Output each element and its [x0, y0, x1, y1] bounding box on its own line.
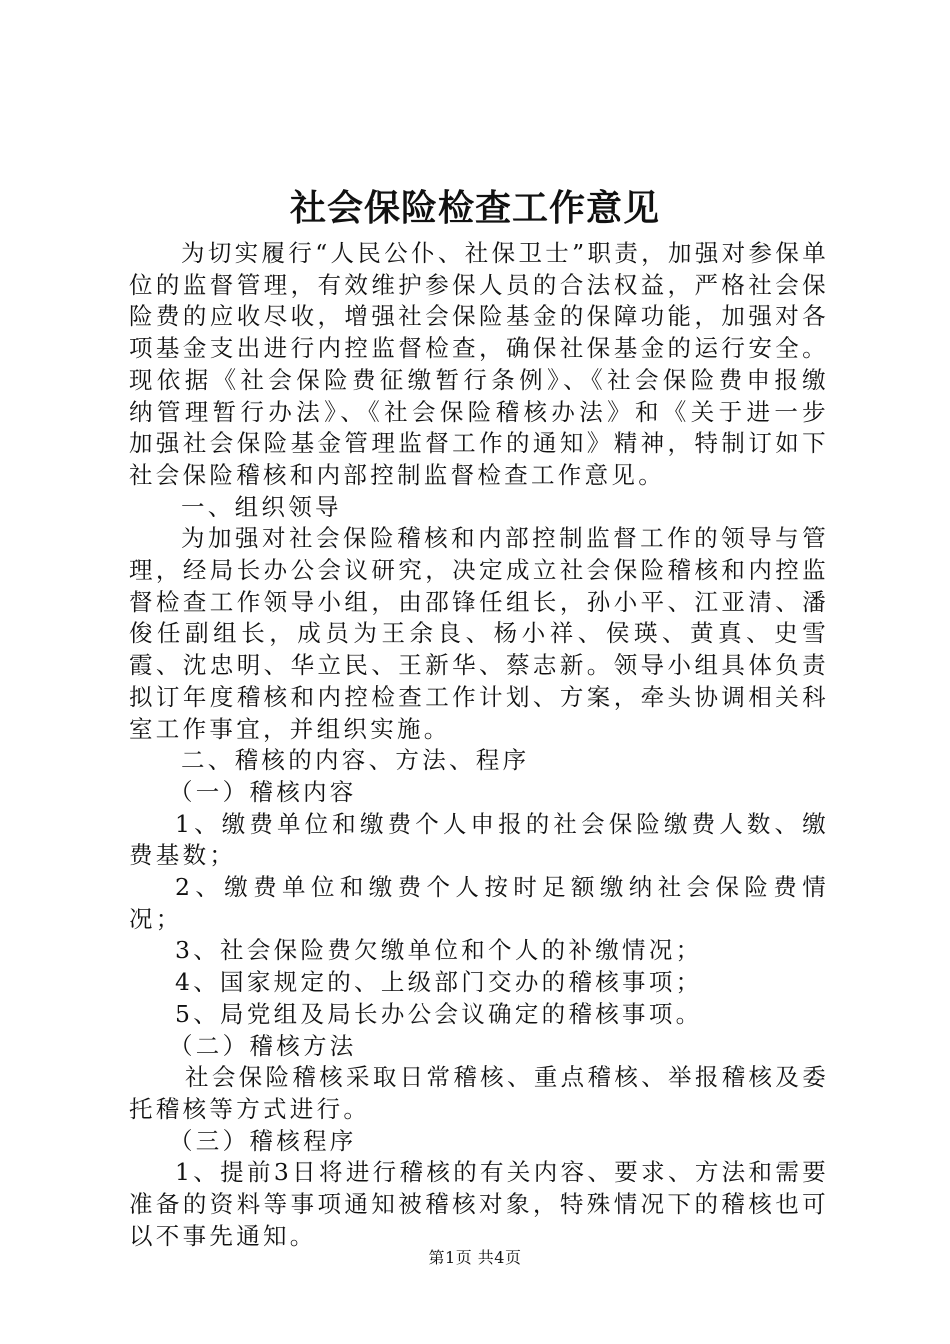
list-item: 1、缴费单位和缴费个人申报的社会保险缴费人数、缴费基数； — [129, 809, 829, 870]
list-item: 5、局党组及局长办公会议确定的稽核事项。 — [175, 999, 703, 1028]
list-item: 3、社会保险费欠缴单位和个人的补缴情况； — [175, 936, 703, 965]
list-item: 4、国家规定的、上级部门交办的稽核事项； — [175, 968, 703, 997]
intro-paragraph: 为切实履行“人民公仆、社保卫士”职责，加强对参保单位的监督管理，有效维护参保人员的合法权益，严格社会保险费的应收尽收，增强社会保险基金的保障功能，加强对各项基金支出进行内控监督检查，确保社保基金的运行安全。现依据《社会保险费征缴暂行条例》、《社会保险费申报缴纳管理暂行办法》、《社会保险稽核办法》和《关于进一步加强社会保险基金管理监督工作的通知》精神，特制订如下社会保险稽核和内部控制监督检查工作意见。 — [129, 239, 829, 489]
organization-paragraph: 为加强对社会保险稽核和内部控制监督工作的领导与管理，经局长办公会议研究，决定成立社会保险稽核和内控监督检查工作领导小组，由邵锋任组长，孙小平、江亚清、潘俊任副组长，成员为王余良、杨小祥、侯瑛、黄真、史雪霞、沈忠明、华立民、王新华、蔡志新。领导小组具体负责拟订年度稽核和内控检查工作计划、方案，牵头协调相关科室工作事宜，并组织实施。 — [129, 524, 829, 743]
section-heading-organization: 一、组织领导 — [181, 492, 342, 521]
subsection-heading-content: （一）稽核内容 — [169, 777, 357, 806]
method-paragraph: 社会保险稽核采取日常稽核、重点稽核、举报稽核及委托稽核等方式进行。 — [129, 1063, 829, 1123]
procedure-paragraph: 1、提前3日将进行稽核的有关内容、要求、方法和需要准备的资料等事项通知被稽核对象，特殊情况下的稽核也可以不事先通知。 — [129, 1158, 829, 1250]
subsection-heading-method: （二）稽核方法 — [169, 1031, 357, 1060]
section-heading-audit: 二、稽核的内容、方法、程序 — [181, 746, 530, 775]
document-body — [129, 238, 829, 1253]
subsection-heading-procedure: （三）稽核程序 — [169, 1126, 357, 1155]
page-footer: 第1页 共4页 — [428, 1248, 522, 1267]
document-title: 社会保险检查工作意见 — [289, 187, 660, 229]
list-item: 2、缴费单位和缴费个人按时足额缴纳社会保险费情况； — [129, 873, 829, 933]
